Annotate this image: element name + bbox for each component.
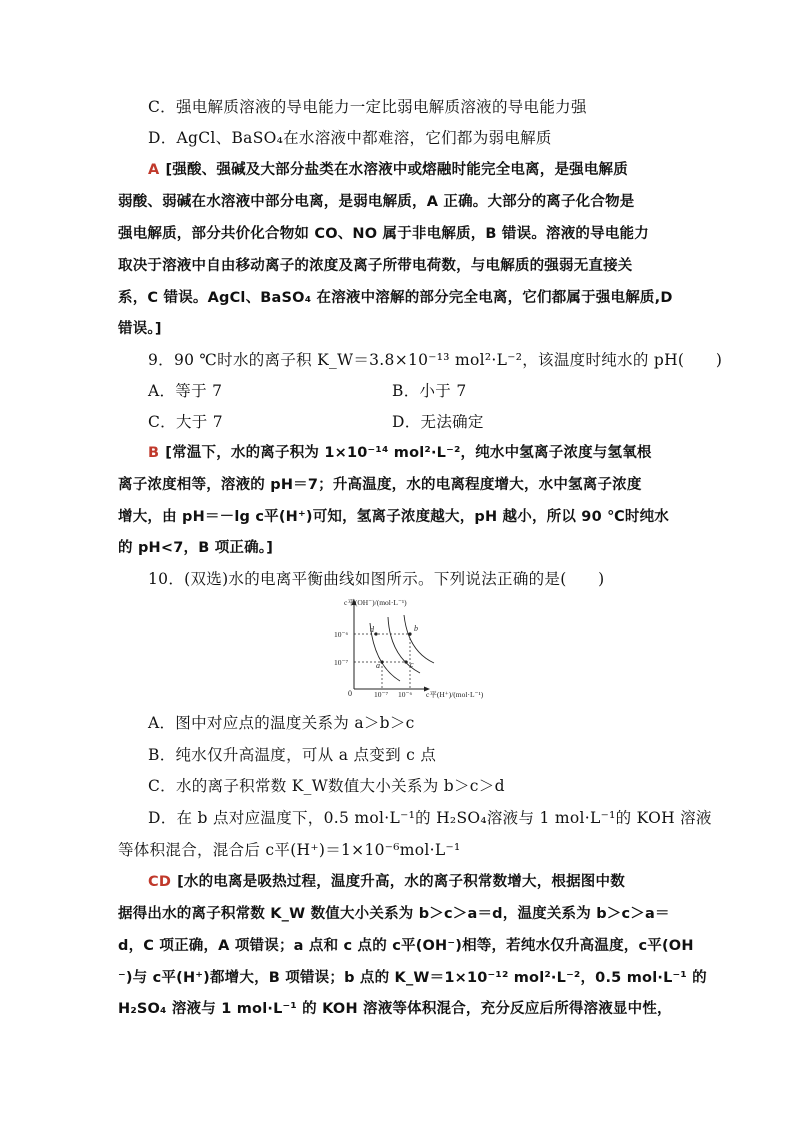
q9-answer-line-1: B [常温下，水的离子积为 1×10⁻¹⁴ mol²·L⁻²，纯水中氢离子浓度与氢氧根 <box>148 445 652 461</box>
x-tick-1e-7: 10⁻⁷ <box>374 690 389 699</box>
q10-option-d-line-2: 等体积混合，混合后 c平(H⁺)＝1×10⁻⁶mol·L⁻¹ <box>118 841 461 859</box>
q10-answer-line-4: ⁻)与 c平(H⁺)都增大，B 项错误；b 点的 K_W＝1×10⁻¹² mol²·L⁻²，0.5 mol·L⁻¹ 的 <box>118 970 707 986</box>
q9-option-row-1 <box>148 381 678 401</box>
q10-answer-line-1: CD [水的电离是吸热过程，温度升高，水的离子积常数增大，根据图中数 <box>148 874 625 890</box>
point-b-label: b <box>414 624 418 633</box>
q8-answer-line-4: 取决于溶液中自由移动离子的浓度及离子所带电荷数，与电解质的强弱无直接关 <box>118 258 633 274</box>
water-ionization-figure <box>330 593 500 703</box>
q9-option-b: B．小于 7 <box>392 382 467 400</box>
q10-option-a: A．图中对应点的温度关系为 a＞b＞c <box>148 714 415 732</box>
y-tick-1e-6: 10⁻⁶ <box>334 630 349 639</box>
q9-option-c: C．大于 7 <box>148 413 223 431</box>
q9-option-d: D．无法确定 <box>392 413 484 431</box>
q9-answer-key: B <box>148 445 160 461</box>
q8-answer-line-6: 错误。] <box>118 321 162 337</box>
q8-answer-key: A <box>148 162 160 178</box>
y-tick-1e-7: 10⁻⁷ <box>334 658 349 667</box>
point-d-label: d <box>370 625 374 634</box>
q10-answer-key: CD <box>148 874 172 890</box>
point-d <box>374 632 377 635</box>
q9-answer-line-4: 的 pH<7，B 项正确。] <box>118 540 274 556</box>
q10-answer-line-2: 据得出水的离子积常数 K_W 数值大小关系为 b＞c＞a＝d，温度关系为 b＞c＞a＝ <box>118 906 670 922</box>
point-a-label: a <box>376 661 380 670</box>
q9-answer-line-2: 离子浓度相等，溶液的 pH＝7；升高温度，水的电离程度增大，水中氢离子浓度 <box>118 477 642 493</box>
q10-option-b: B．纯水仅升高温度，可从 a 点变到 c 点 <box>148 746 437 764</box>
q9-option-row-2 <box>148 412 678 432</box>
point-b <box>408 632 411 635</box>
q8-option-d: D．AgCl、BaSO₄在水溶液中都难溶，它们都为弱电解质 <box>148 129 552 147</box>
q9-stem: 9．90 ℃时水的离子积 K_W＝3.8×10⁻¹³ mol²·L⁻²，该温度时纯水的 pH( ) <box>148 351 723 369</box>
q10-option-d-line-1: D．在 b 点对应温度下，0.5 mol·L⁻¹的 H₂SO₄溶液与 1 mol·L⁻¹的 KOH 溶液 <box>148 809 712 827</box>
y-axis-label: c平(OH⁻)/(mol·L⁻¹) <box>344 598 407 607</box>
x-tick-1e-6: 10⁻⁶ <box>398 690 413 699</box>
q10-answer-line-3: d，C 项正确，A 项错误；a 点和 c 点的 c平(OH⁻)相等，若纯水仅升高温度，c平(OH <box>118 938 694 954</box>
q8-answer-line-3: 强电解质，部分共价化合物如 CO、NO 属于非电解质，B 错误。溶液的导电能力 <box>118 226 649 242</box>
q8-answer-line-2: 弱酸、弱碱在水溶液中部分电离，是弱电解质，A 正确。大部分的离子化合物是 <box>118 194 635 210</box>
q9-answer-line-3: 增大，由 pH＝－lg c平(H⁺)可知，氢离子浓度越大，pH 越小，所以 90 ℃时纯水 <box>118 509 669 525</box>
q9-option-a: A．等于 7 <box>148 382 223 400</box>
q10-answer-line-5: H₂SO₄ 溶液与 1 mol·L⁻¹ 的 KOH 溶液等体积混合，充分反应后所得溶液显中性， <box>118 1001 672 1017</box>
q10-option-c: C．水的离子积常数 K_W数值大小关系为 b＞c＞d <box>148 777 505 795</box>
origin-label: 0 <box>348 689 352 698</box>
isotherm-curve-high <box>404 615 434 663</box>
x-axis-label: c平(H⁺)/(mol·L⁻¹) <box>426 690 484 699</box>
q8-option-c: C．强电解质溶液的导电能力一定比弱电解质溶液的导电能力强 <box>148 98 587 116</box>
point-c-label: c <box>410 660 414 669</box>
q8-answer-line-1: A [强酸、强碱及大部分盐类在水溶液中或熔融时能完全电离，是强电解质 <box>148 162 628 178</box>
point-c <box>404 660 407 663</box>
q10-stem: 10．(双选)水的电离平衡曲线如图所示。下列说法正确的是( ) <box>148 570 605 588</box>
q8-answer-line-5: 系，C 错误。AgCl、BaSO₄ 在溶液中溶解的部分完全电离，它们都属于强电解质,D <box>118 290 673 306</box>
isotherm-curve-low <box>370 623 400 681</box>
point-a <box>380 660 383 663</box>
